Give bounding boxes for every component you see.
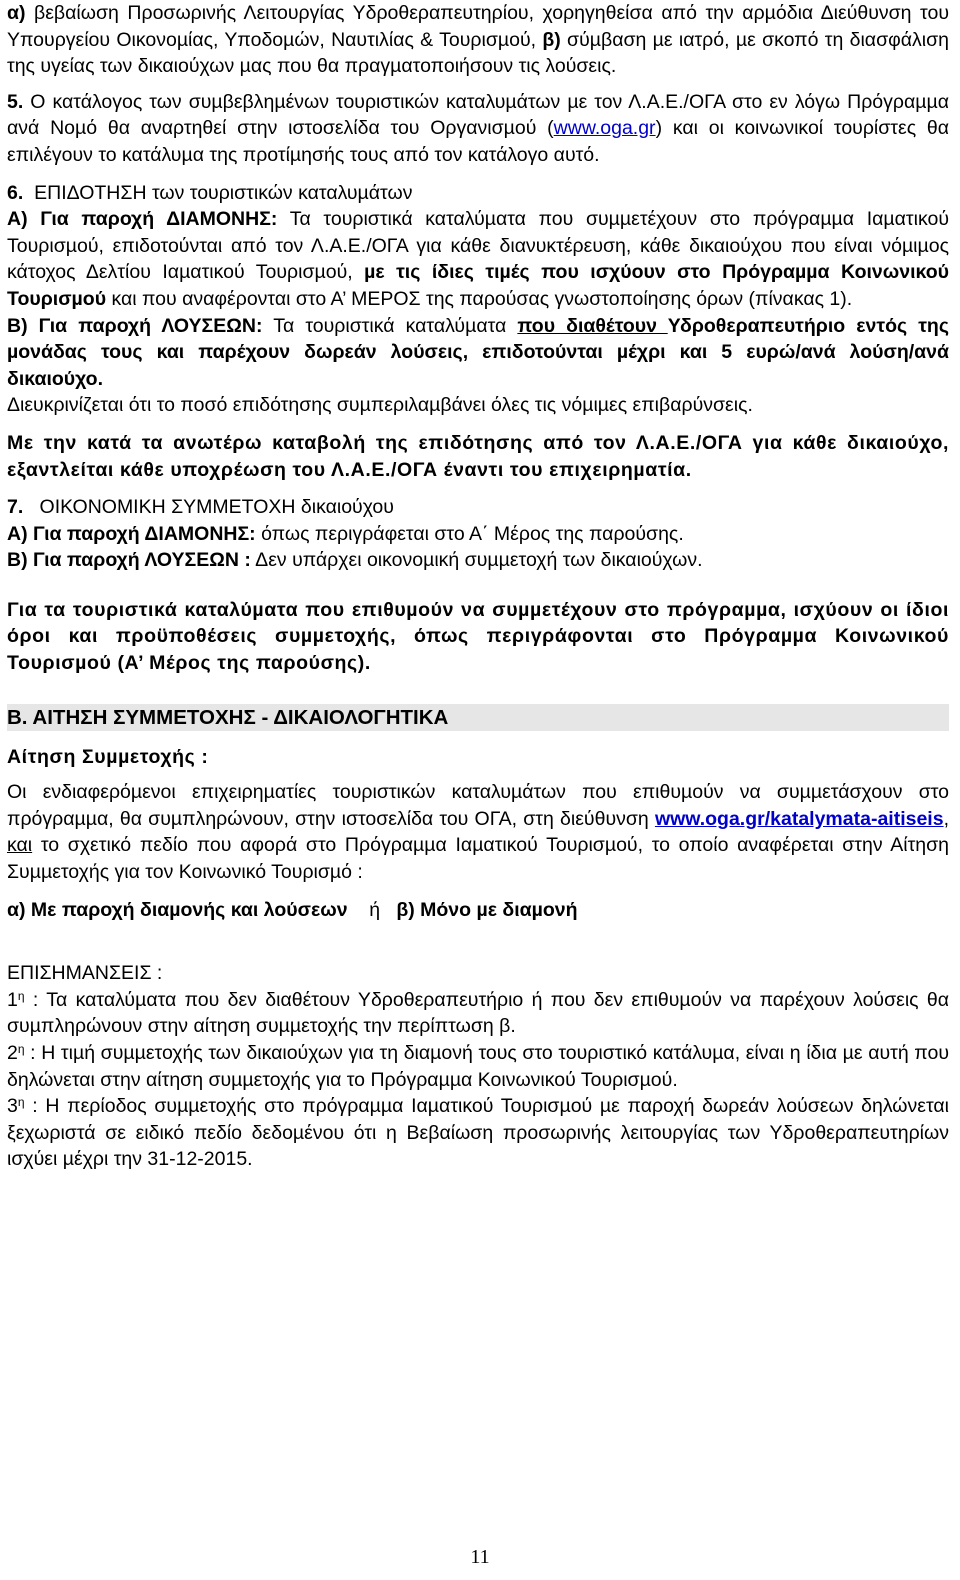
section-7-title-upper: ΟΙΚΟΝΟΜΙΚΗ ΣΥΜΜΕΤΟΧΗ	[39, 496, 296, 519]
section-5-text-2: ) και οι κοινωνικοί τουρίστες θα επιλέγουν το κατάλυµα της προτίµησής τους από τον κατάλογο αυτό.	[7, 117, 949, 166]
section-b-text-2: το σχετικό πεδίο που αφορά στο Πρόγραµµα Ιαµατικού Τουρισµού, το οποίο αναφέρεται στην Αίτηση Συµµετοχής για τον Κοινωνικό Τουρισµό :	[7, 834, 949, 884]
section-7-a-text: όπως περιγράφεται στο Α΄ Μέρος της παρούσης.	[255, 522, 684, 545]
section-6-b-underline: που διαθέτουν	[517, 314, 668, 337]
section-6-a-text-1: Τα τουριστικά καταλύµατα που συµµετέχουν στο πρόγραµµα Ιαµατικού Τουρισµού, επιδοτούνται από τον Λ.Α.Ε./ΟΓΑ για κάθε διανυκτέρευση, κάθε δικαιούχου που είναι νόµιµος κάτοχος Δελτίου Ιαµατικού Τουρισµού,	[7, 208, 949, 284]
section-6-b-bold: Υδροθεραπευτήριο εντός της µονάδας τους και παρέχουν δωρεάν λούσεις, επιδοτούνται µέχρι και 5 ευρώ/ανά λούση/ανά δικαιούχο.	[7, 314, 949, 390]
intro-a-text: βεβαίωση Προσωρινής Λειτουργίας Υδροθεραπευτηρίου, χορηγηθείσα από την αρµόδια Διεύθυνση του Υπουργείου Οικονοµίας, Υποδοµών, Ναυτιλίας & Τουρισµού,	[7, 2, 949, 51]
note-2-number: 2	[7, 1042, 18, 1064]
option-or: ή	[369, 898, 381, 921]
section-b-options	[7, 897, 949, 924]
section-7-a-label: Α) Για παροχή ΔΙΑΜΟΝΗΣ:	[7, 522, 256, 545]
section-b-text-1: Οι ενδιαφερόµενοι επιχειρηµατίες τουριστικών καταλυµάτων που επιθυµούν να συµµετάσχουν στο πρόγραµµα, θα συµπληρώνουν, στην ιστοσελίδα του ΟΓΑ, στη διεύθυνση	[7, 781, 949, 830]
section-6-closing: Με την κατά τα ανωτέρω καταβολή της επιδότησης από τον Λ.Α.Ε./ΟΓΑ για κάθε δικαιούχο, εξαντλείται κάθε υποχρέωση του Λ.Α.Ε./ΟΓΑ έναντι του επιχειρηµατία.	[7, 431, 949, 481]
intro-paragraph	[7, 0, 949, 80]
section-5-paragraph	[7, 89, 949, 169]
intro-a-label: α)	[7, 2, 26, 24]
option-a: α) Με παροχή διαµονής και λούσεων	[7, 898, 348, 921]
note-1-sup: η	[17, 988, 25, 1003]
section-b-and: και	[7, 834, 33, 857]
section-7-b	[7, 547, 949, 574]
document-page	[7, 0, 949, 1173]
section-6-clarification: Διευκρινίζεται ότι το ποσό επιδότησης συµπεριλαµβάνει όλες τις νόµιµες επιβαρύνσεις.	[7, 394, 753, 417]
note-1-text: : Τα καταλύµατα που δεν διαθέτουν Υδροθεραπευτήριο ή που δεν επιθυµούν να παρέχουν λούσεις θα συµπληρώνουν στην αίτηση συµµετοχής την περίπτωση β.	[7, 988, 949, 1038]
section-7-title-rest: δικαιούχου	[295, 496, 394, 519]
section-7-b-label: Β) Για παροχή ΛΟΥΣΕΩΝ :	[7, 549, 251, 572]
intro-b-text: σύµβαση µε ιατρό, µε σκοπό τη διασφάλιση της υγείας των δικαιούχων µας που θα πραγµατοποιήσουν τις λούσεις.	[7, 28, 949, 78]
katalymata-aitiseis-link[interactable]: www.oga.gr/katalymata-aitiseis	[654, 807, 944, 830]
section-b-subheading: Αίτηση Συµµετοχής :	[7, 745, 209, 768]
note-1	[7, 987, 949, 1040]
option-b: β) Μόνο µε διαµονή	[396, 898, 578, 921]
note-3	[7, 1093, 949, 1173]
note-2	[7, 1040, 949, 1093]
section-b-paragraph	[7, 779, 949, 885]
section-6-b-text-1: Τα τουριστικά καταλύµατα	[262, 314, 518, 337]
section-7-a	[7, 521, 949, 548]
note-3-sup: η	[17, 1095, 25, 1110]
section-b-heading: Β. ΑΙΤΗΣΗ ΣΥΜΜΕΤΟΧΗΣ - ΔΙΚΑΙΟΛΟΓΗΤΙΚΑ	[7, 704, 949, 731]
section-6-b-paragraph	[7, 313, 949, 393]
section-6-number: 6.	[7, 181, 24, 204]
section-5-text-1: Ο κατάλογος των συµβεβληµένων τουριστικών καταλυµάτων µε τον Λ.Α.Ε./ΟΓΑ στο εν λόγω Πρόγραµµα ανά Νοµό θα αναρτηθεί στην ιστοσελίδα του Οργανισµού (	[7, 90, 949, 140]
section-6-b-label: Β) Για παροχή ΛΟΥΣΕΩΝ:	[7, 314, 263, 337]
section-6-title-upper: ΕΠΙΔΟΤΗΣΗ	[34, 181, 147, 204]
section-6-title-rest: των τουριστικών καταλυµάτων	[146, 181, 413, 204]
intro-b-label: β)	[542, 28, 561, 51]
notes-title: ΕΠΙΣΗΜΑΝΣΕΙΣ :	[7, 962, 163, 985]
note-2-sup: η	[17, 1042, 25, 1056]
section-5-number: 5.	[7, 90, 24, 113]
page-number: 11	[470, 1546, 490, 1568]
oga-website-link[interactable]: www.oga.gr	[553, 117, 656, 140]
note-3-text: : Η περίοδος συµµετοχής στο πρόγραµµα Ιαµατικού Τουρισµού µε παροχή δωρεάν λούσεων δηλώνεται ξεχωριστά σε ειδικό πεδίο δεδοµένου ότι η Βεβαίωση προσωρινής λειτουργίας των Υδροθεραπευτηρίων ισχύει µέχρι την 31-12-2015.	[7, 1095, 949, 1171]
note-2-text: : Η τιµή συµµετοχής των δικαιούχων για τη διαµονή τους στο τουριστικό κατάλυµα, είναι η ίδια µε αυτή που δηλώνεται στην αίτηση συµµετοχής για το Πρόγραµµα Κοινωνικού Τουρισµού.	[7, 1042, 949, 1091]
conditions-paragraph: Για τα τουριστικά καταλύµατα που επιθυµούν να συµµετέχουν στο πρόγραµµα, ισχύουν οι ίδιοι όροι και προϋποθέσεις συµµετοχής, όπως περιγράφονται στο Πρόγραµµα Κοινωνικού Τουρισµού (Α’ Μέρος της παρούσης).	[7, 598, 949, 675]
note-3-number: 3	[7, 1095, 18, 1118]
section-6-a-bold: µε τις ίδιες τιµές που ισχύουν στο Πρόγραµµα Κοινωνικού Τουρισµού	[7, 261, 949, 310]
section-7-number: 7.	[7, 496, 24, 519]
section-6-a-label: Α) Για παροχή ΔΙΑΜΟΝΗΣ:	[7, 208, 278, 231]
section-6-a-text-2: και που αναφέρονται στο Α’ ΜΕΡΟΣ της παρούσας γνωστοποίησης όρων (πίνακας 1).	[106, 287, 853, 310]
section-6-title	[7, 180, 949, 207]
section-b-comma: ,	[943, 807, 949, 830]
note-1-number: 1	[7, 988, 18, 1011]
section-7-b-text: Δεν υπάρχει οικονοµική συµµετοχή των δικαιούχων.	[250, 549, 703, 572]
section-6-a-paragraph	[7, 206, 949, 312]
section-7-title	[7, 494, 949, 521]
